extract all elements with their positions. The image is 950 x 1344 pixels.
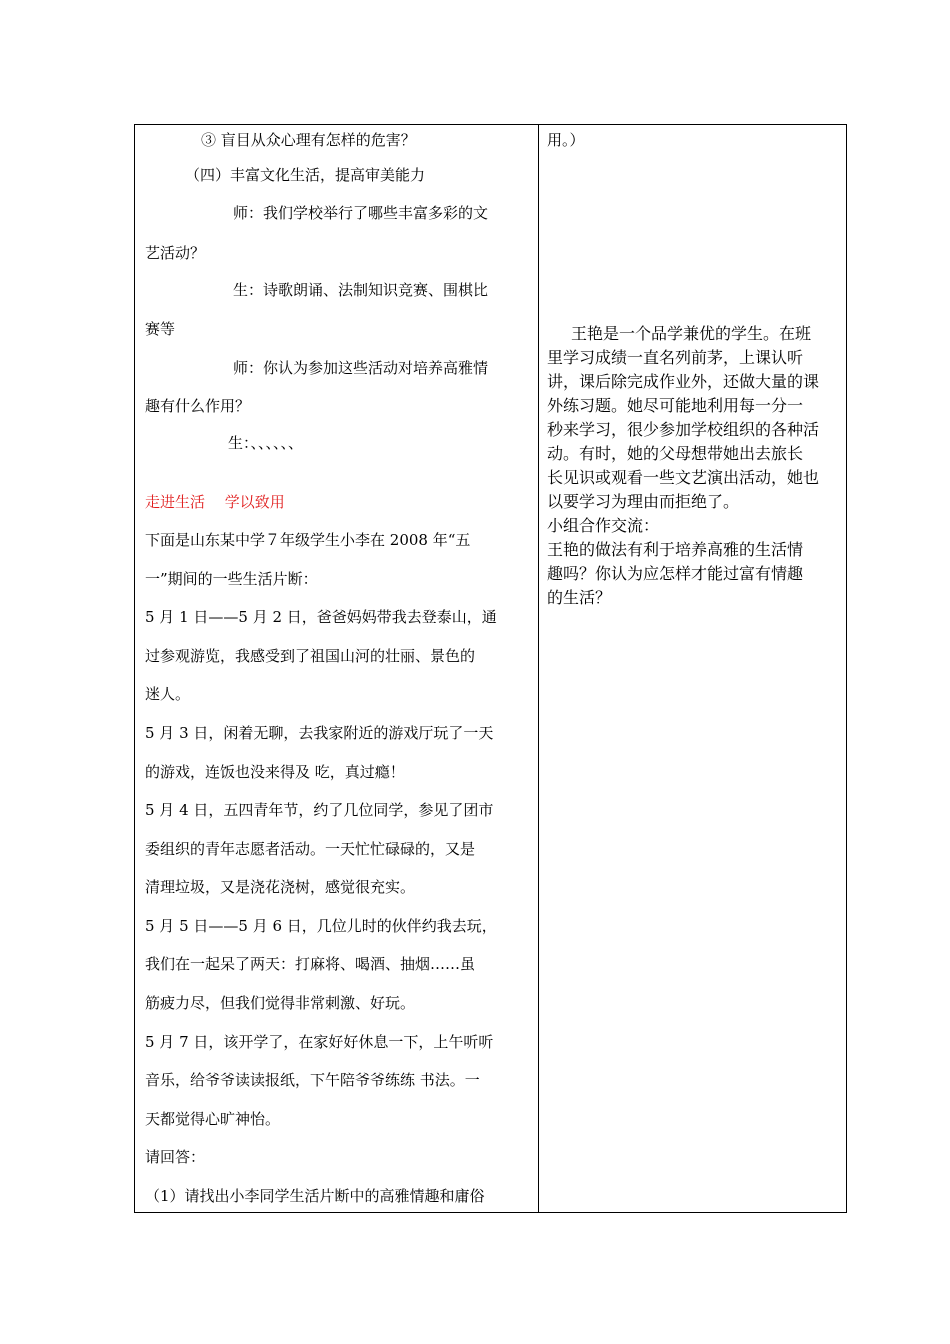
story-line-4: 外练习题。她尽可能地利用每一分一 <box>547 396 804 415</box>
teacher-line-1a: 师：我们学校举行了哪些丰富多彩的文 <box>233 204 489 222</box>
story-line-6: 动。有时，她的父母想带她出去旅长 <box>547 444 804 463</box>
paragraph-5b: 我们在一起呆了两天：打麻将、喝酒、抽烟……虽 <box>145 955 476 973</box>
story-line-8: 以要学习为理由而拒绝了。 <box>547 492 740 511</box>
discussion-question-1: 王艳的做法有利于培养高雅的生活情 <box>547 540 804 559</box>
right-top-text: 用。） <box>547 131 585 149</box>
paragraph-3b: 的游戏，连饭也没来得及 吃，真过瘾！ <box>145 763 405 781</box>
paragraph-5c: 筋疲力尽，但我们觉得非常刺激、好玩。 <box>145 994 416 1012</box>
paragraph-2b: 过参观游览，我感受到了祖国山河的壮丽、景色的 <box>145 647 476 665</box>
answer-prompt: 请回答： <box>145 1148 206 1166</box>
teacher-line-2a: 师：你认为参加这些活动对培养高雅情 <box>233 359 489 377</box>
lesson-table <box>134 124 847 1213</box>
paragraph-1a: 下面是山东某中学７年级学生小李在 2008 年“五 <box>145 531 471 549</box>
story-line-2: 里学习成绩一直名列前茅，上课认听 <box>547 348 804 367</box>
paragraph-6a: 5 月 7 日，该开学了，在家好好休息一下，上午听听 <box>145 1033 494 1051</box>
paragraph-3a: 5 月 3 日，闲着无聊，去我家附近的游戏厅玩了一天 <box>145 724 494 742</box>
discussion-question-2: 趣吗？你认为应怎样才能过富有情趣 <box>547 564 804 583</box>
group-discussion-label: 小组合作交流： <box>547 516 660 535</box>
student-line-1b: 赛等 <box>145 320 176 338</box>
teacher-line-1b: 艺活动？ <box>145 244 206 262</box>
paragraph-6c: 天都觉得心旷神怡。 <box>145 1110 281 1128</box>
paragraph-5a: 5 月 5 日——5 月 6 日，几位儿时的伙伴约我去玩， <box>145 917 497 935</box>
paragraph-2a: 5 月 1 日——5 月 2 日，爸爸妈妈带我去登泰山，通 <box>145 608 497 626</box>
paragraph-4c: 清理垃圾，又是浇花浇树，感觉很充实。 <box>145 878 416 896</box>
paragraph-1b: 一”期间的一些生活片断： <box>145 570 318 588</box>
question-1: （1）请找出小李同学生活片断中的高雅情趣和庸俗 <box>145 1187 485 1205</box>
paragraph-4a: 5 月 4 日，五四青年节，约了几位同学，参见了团市 <box>145 801 494 819</box>
student-line-2: 生：、、、、、、 <box>228 434 304 452</box>
story-line-5: 秒来学习，很少参加学校组织的各种活 <box>547 420 820 439</box>
section-4-title: （四）丰富文化生活，提高审美能力 <box>185 166 426 184</box>
teacher-line-2b: 趣有什么作用？ <box>145 397 251 415</box>
paragraph-6b: 音乐，给爷爷读读报纸，下午陪爷爷练练 书法。一 <box>145 1071 480 1089</box>
left-column <box>135 125 538 1212</box>
story-line-7: 长见识或观看一些文艺演出活动，她也 <box>547 468 820 487</box>
question-3: ③ 盲目从众心理有怎样的危害？ <box>201 131 416 149</box>
paragraph-2c: 迷人。 <box>145 685 191 703</box>
student-line-1a: 生：诗歌朗诵、法制知识竞赛、围棋比 <box>233 281 489 299</box>
discussion-question-3: 的生活？ <box>547 588 612 607</box>
paragraph-4b: 委组织的青年志愿者活动。一天忙忙碌碌的，又是 <box>145 840 476 858</box>
right-column <box>539 125 846 1212</box>
story-line-3: 讲，课后除完成作业外，还做大量的课 <box>547 372 820 391</box>
story-line-1: 王艳是一个品学兼优的学生。在班 <box>571 324 812 343</box>
section-heading: 走进生活 学以致用 <box>145 493 285 511</box>
